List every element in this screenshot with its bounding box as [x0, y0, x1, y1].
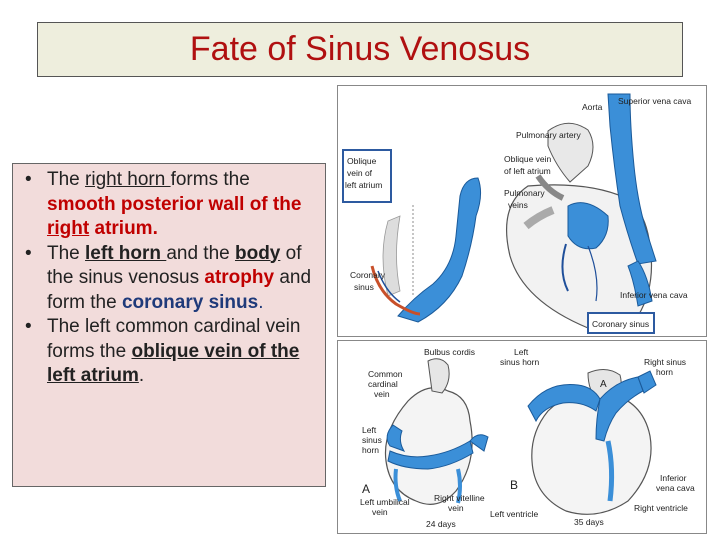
left-sinus-horn-label-2: sinus horn	[500, 357, 540, 367]
left-umbilical-label-1: Left umbilical	[360, 497, 410, 507]
left-sinus-label-3: horn	[362, 445, 380, 455]
ivc-label: Inferior vena cava	[620, 290, 688, 300]
bulbus-cordis-label: Bulbus cordis	[424, 347, 476, 357]
oblique-box-line1: Oblique	[347, 156, 377, 166]
bullet-left-horn: • The left horn and the body of the sinus venosus atrophy and form the coronary sinus.	[47, 242, 319, 316]
letter-a: A	[362, 482, 371, 496]
letter-a-right: A	[600, 379, 607, 390]
ivc-label-1: Inferior	[660, 473, 687, 483]
aorta-label: Aorta	[582, 102, 603, 112]
bullet-right-horn: • The right horn forms the smooth posterior wall of the right atrium.	[47, 168, 319, 242]
right-vitelline-label-2: vein	[448, 503, 464, 513]
days-35-label: 35 days	[574, 517, 604, 527]
left-sinus-horn-label-1: Left	[514, 347, 529, 357]
svc-label: Superior vena cava	[618, 96, 692, 106]
coronary-label-line2: sinus	[354, 282, 374, 292]
common-cardinal-label-3: vein	[374, 389, 390, 399]
oblique-box-line3: left atrium	[345, 180, 383, 190]
right-sinus-horn-label-2: horn	[656, 367, 674, 377]
pulmonary-veins-label-2: veins	[508, 200, 528, 210]
coronary-label-line1: Coronary	[350, 270, 385, 280]
letter-b: B	[510, 478, 519, 492]
right-vitelline-label-1: Right vitelline	[434, 493, 485, 503]
common-cardinal-label-1: Common	[368, 369, 403, 379]
right-ventricle-label: Right ventricle	[634, 503, 688, 513]
left-sinus-label-1: Left	[362, 425, 377, 435]
title-box	[37, 22, 683, 77]
ivc-label-2: vena cava	[656, 483, 695, 493]
common-cardinal-label-2: cardinal	[368, 379, 398, 389]
embryonic-heart-figure	[337, 340, 707, 534]
left-ventricle-label: Left ventricle	[490, 509, 539, 519]
heart-posterior-figure	[337, 85, 707, 337]
coronary-sinus-box-label: Coronary sinus	[592, 319, 650, 329]
oblique-vein-label-1: Oblique vein	[504, 154, 552, 164]
right-sinus-horn-label-1: Right sinus	[644, 357, 687, 367]
oblique-vein-label-2: of left atrium	[504, 166, 551, 176]
days-24-label: 24 days	[426, 519, 456, 529]
pulmonary-veins-label-1: Pulmonary	[504, 188, 545, 198]
left-sinus-label-2: sinus	[362, 435, 382, 445]
bullet-list	[17, 168, 319, 389]
bullet-cardinal-vein: • The left common cardinal vein forms the oblique vein of the left atrium.	[47, 315, 319, 389]
bullet-text-box	[12, 163, 326, 487]
oblique-box-line2: vein of	[347, 168, 373, 178]
pulmonary-artery-label: Pulmonary artery	[516, 130, 581, 140]
page-title: Fate of Sinus Venosus	[189, 30, 531, 68]
left-umbilical-label-2: vein	[372, 507, 388, 517]
